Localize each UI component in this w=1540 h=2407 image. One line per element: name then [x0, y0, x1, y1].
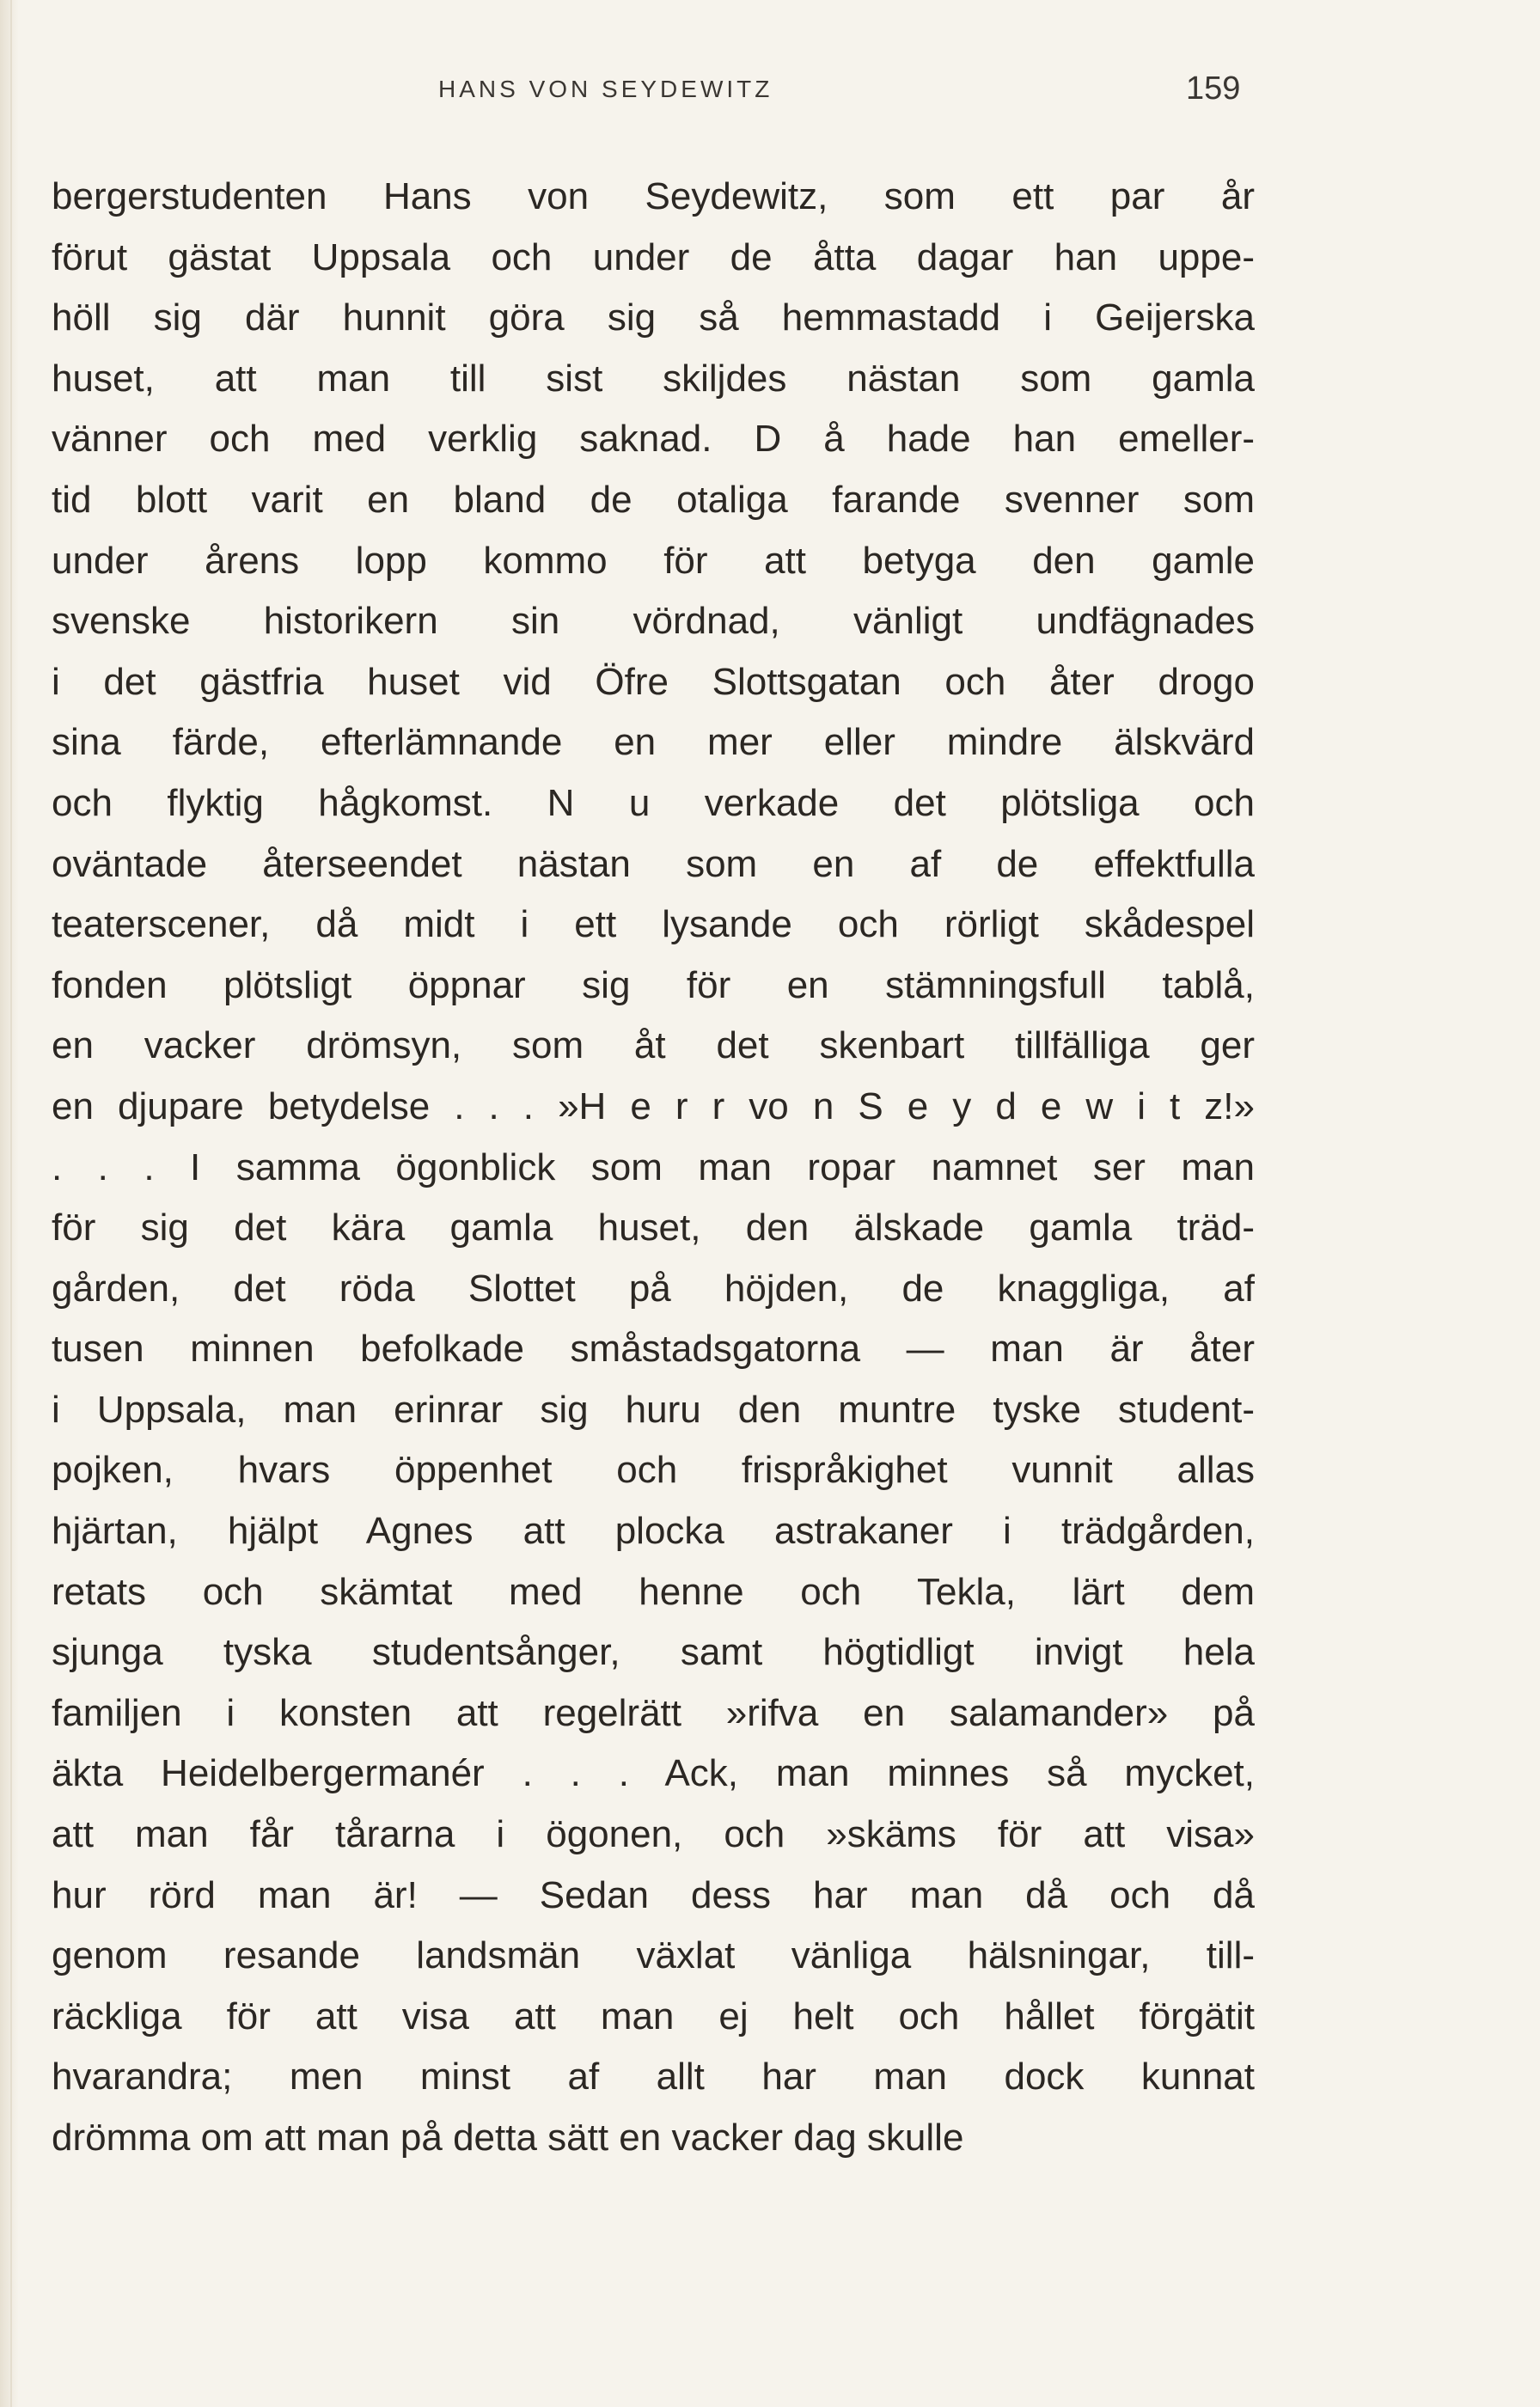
- text-line: svenske historikern sin vördnad, vänligt undfägnades: [52, 600, 1255, 643]
- binding-line: [10, 0, 12, 2407]
- text-line: under årens lopp kommo för att betyga den gamle: [52, 539, 1255, 582]
- text-line: en djupare betydelse . . . »H e r r vo n S e y d e w i t z!»: [52, 1084, 1255, 1127]
- text-line: drömma om att man på detta sätt en vacker dag skulle: [52, 2117, 964, 2159]
- text-line: en vacker drömsyn, som åt det skenbart tillfälliga ger: [52, 1024, 1255, 1067]
- text-line: familjen i konsten att regelrätt »rifva en salamander» på: [52, 1691, 1255, 1734]
- text-line: . . . I samma ögonblick som man ropar namnet ser man: [52, 1145, 1255, 1188]
- text-line: och flyktig hågkomst. N u verkade det plötsliga och: [52, 781, 1255, 824]
- text-line: huset, att man till sist skiljdes nästan som gamla: [52, 357, 1255, 400]
- text-line: att man får tårarna i ögonen, och »skäms för att visa»: [52, 1813, 1255, 1856]
- text-line: för sig det kära gamla huset, den älskade gamla träd-: [52, 1207, 1255, 1249]
- text-line: tid blott varit en bland de otaliga farande svenner som: [52, 478, 1255, 521]
- text-line: i Uppsala, man erinrar sig huru den muntre tyske student-: [52, 1388, 1255, 1431]
- page-gutter-shadow: [0, 0, 19, 2407]
- page-header: [52, 70, 1255, 119]
- text-line: bergerstudenten Hans von Seydewitz, som ett par år: [52, 175, 1255, 217]
- text-line: gården, det röda Slottet på höjden, de knaggliga, af: [52, 1267, 1255, 1310]
- running-head: HANS VON SEYDEWITZ: [438, 76, 773, 102]
- page-number: 159: [1186, 70, 1241, 107]
- text-line: förut gästat Uppsala och under de åtta dagar han uppe-: [52, 235, 1255, 278]
- text-line: i det gästfria huset vid Öfre Slottsgatan och åter drogo: [52, 660, 1255, 703]
- text-line: räckliga för att visa att man ej helt och hållet förgätit: [52, 1995, 1255, 2037]
- text-line: pojken, hvars öppenhet och frispråkighet vunnit allas: [52, 1449, 1255, 1492]
- text-line: sina färde, efterlämnande en mer eller mindre älskvärd: [52, 721, 1255, 764]
- text-line: teaterscener, då midt i ett lysande och rörligt skådespel: [52, 903, 1255, 946]
- text-line: genom resande landsmän växlat vänliga hälsningar, till-: [52, 1934, 1255, 1977]
- text-line: äkta Heidelbergermanér . . . Ack, man minnes så mycket,: [52, 1752, 1255, 1795]
- text-line: oväntade återseendet nästan som en af de effektfulla: [52, 842, 1255, 885]
- text-line: hjärtan, hjälpt Agnes att plocka astrakaner i trädgården,: [52, 1510, 1255, 1553]
- text-line: hur rörd man är! — Sedan dess har man då och då: [52, 1873, 1255, 1916]
- text-line: sjunga tyska studentsånger, samt högtidligt invigt hela: [52, 1631, 1255, 1674]
- text-line: tusen minnen befolkade småstadsgatorna — man är åter: [52, 1328, 1255, 1371]
- text-line: höll sig där hunnit göra sig så hemmastadd i Geijerska: [52, 296, 1255, 339]
- text-line: fonden plötsligt öppnar sig för en stämningsfull tablå,: [52, 963, 1255, 1006]
- body-text: [52, 167, 1255, 2169]
- text-line: hvarandra; men minst af allt har man dock kunnat: [52, 2056, 1255, 2098]
- text-line: vänner och med verklig saknad. D å hade han emeller-: [52, 418, 1255, 461]
- text-line: retats och skämtat med henne och Tekla, lärt dem: [52, 1570, 1255, 1613]
